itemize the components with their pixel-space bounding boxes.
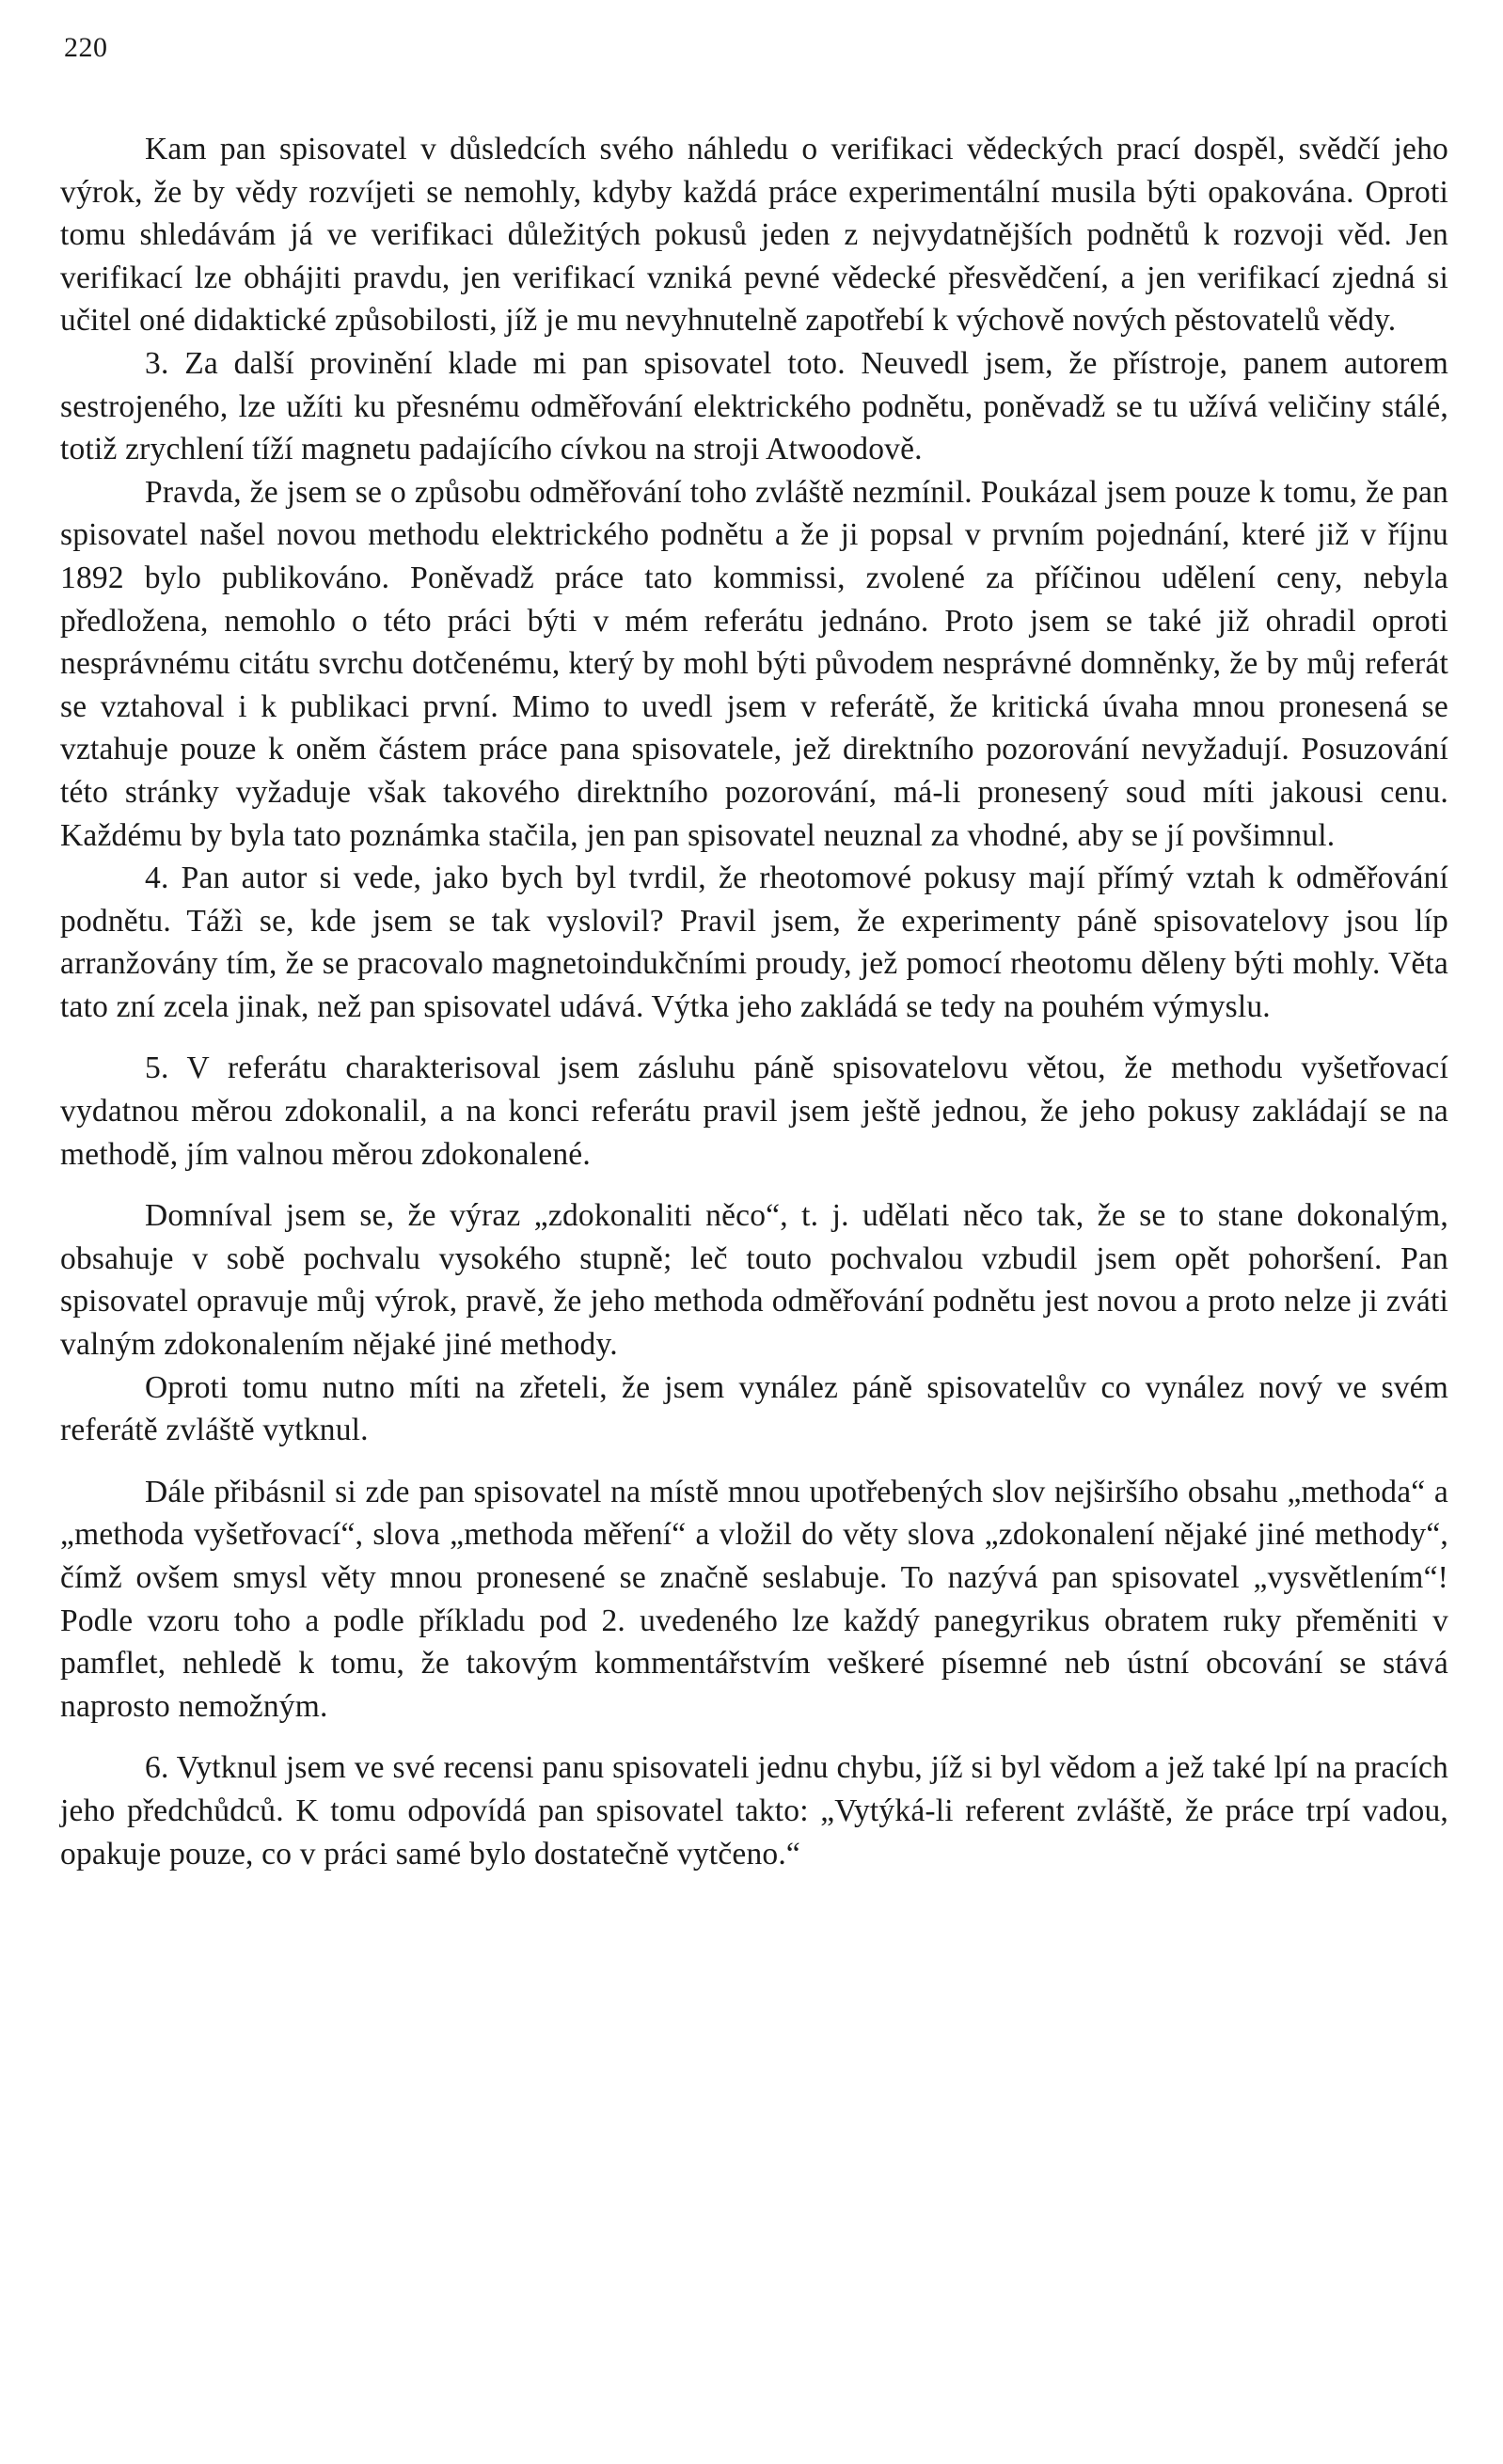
- paragraph-4: 4. Pan autor si vede, jako bych byl tvrdil, že rheotomové pokusy mají přímý vztah k odměřování podnětu. Tážì se, kde jsem se tak vyslovil? Pravil jsem, že experimenty páně spisovatelovy jsou líp arranžovány tím, že se pracovalo magnetoindukčními proudy, jež pomocí rheotomu děleny býti mohly. Věta tato zní zcela jinak, než pan spisovatel udává. Výtka jeho zakládá se tedy na pouhém výmyslu.: [60, 861, 1448, 1024]
- paragraph-dale: Dále přibásnil si zde pan spisovatel na místě mnou upotřebených slov nejširšího obsahu „methoda“ a „methoda vyšetřovací“, slova „methoda měření“ a vložil do věty slova „zdokonalení nějaké jiné methody“, čímž ovšem smysl věty mnou pronesené se značně seslabuje. To nazývá pan spisovatel „vysvětlením“! Podle vzoru toho a podle příkladu pod 2. uvedeného lze každý panegyrikus obratem ruky přeměniti v pamflet, nehledě k tomu, že takovým kommentářstvím veškeré písemné neb ústní obcování se stává naprosto nemožným.: [60, 1474, 1448, 1724]
- page-body: [60, 128, 1448, 1875]
- page-number: 220: [64, 32, 108, 63]
- paragraph-verification: Kam pan spisovatel v důsledcích svého náhledu o verifikaci vědeckých prací dospěl, svědčí jeho výrok, že by vědy rozvíjeti se nemohly, kdyby každá práce experimentální musila býti opakována. Oproti tomu shledávám já ve verifikaci důležitých pokusů jeden z nejvydatnějších podnětů k rozvoji věd. Jen verifikací lze obhájiti pravdu, jen verifikací vzniká pevné vědecké přesvědčení, a jen verifikací zjedná si učitel oné didaktické způsobilosti, jíž je mu nevyhnutelně zapotřebí k výchově nových pěstovatelů vědy.: [60, 132, 1448, 339]
- paragraph-3: 3. Za další provinění klade mi pan spisovatel toto. Neuvedl jsem, že přístroje, panem autorem sestrojeného, lze užíti ku přesnému odměřování elektrického podnětu, poněvadž se tu užívá veličiny stálé, totiž zrychlení tíží magnetu padajícího cívkou na stroji Atwoodově.: [60, 345, 1448, 467]
- paragraph-6: 6. Vytknul jsem ve své recensi panu spisovateli jednu chybu, jíž si byl vědom a jež také lpí na pracích jeho předchůdců. K tomu odpovídá pan spisovatel takto: „Vytýká-li referent zvláště, že práce trpí vadou, opakuje pouze, co v práci samé bylo dostatečně vytčeno.“: [60, 1750, 1448, 1872]
- paragraph-oproti: Oproti tomu nutno míti na zřeteli, že jsem vynález páně spisovatelův co vynález nový ve svém referátě zvláště vytknul.: [60, 1369, 1448, 1448]
- paragraph-pravda: Pravda, že jsem se o způsobu odměřování toho zvláště nezmínil. Poukázal jsem pouze k tomu, že pan spisovatel našel novou methodu elektrického podnětu a že ji popsal v prvním pojednání, které již v říjnu 1892 bylo publikováno. Poněvadž práce tato kommissi, zvolené za příčinou udělení ceny, nebyla předložena, nemohlo o této práci býti v mém referátu jednáno. Proto jsem se také již ohradil oproti nesprávnému citátu svrchu dotčenému, který by mohl býti původem nesprávné domněnky, že by můj referát se vztahoval i k publikaci první. Mimo to uvedl jsem v referátě, že kritická úvaha mnou pronesená se vztahuje pouze k oněm částem práce pana spisovatele, jež direktního pozorování nevyžadují. Posuzování této stránky vyžaduje však takového direktního pozorování, má-li pronesený soud míti jakousi cenu. Každému by byla tato poznámka stačila, jen pan spisovatel neuznal za vhodné, aby se jí povšimnul.: [60, 474, 1448, 853]
- paragraph-domnival: Domníval jsem se, že výraz „zdokonaliti něco“, t. j. udělati něco tak, že se to stane dokonalým, obsahuje v sobě pochvalu vysokého stupně; leč touto pochvalou vzbudil jsem opět pohoršení. Pan spisovatel opravuje můj výrok, pravě, že jeho methoda odměřování podnětu jest novou a proto nelze ji zváti valným zdokonalením nějaké jiné methody.: [60, 1198, 1448, 1363]
- paragraph-5: 5. V referátu charakterisoval jsem zásluhu páně spisovatelovu větou, že methodu vyšetřovací vydatnou měrou zdokonalil, a na konci referátu pravil jsem ještě jednou, že jeho pokusy zakládají se na methodě, jím valnou měrou zdokonalené.: [60, 1050, 1448, 1172]
